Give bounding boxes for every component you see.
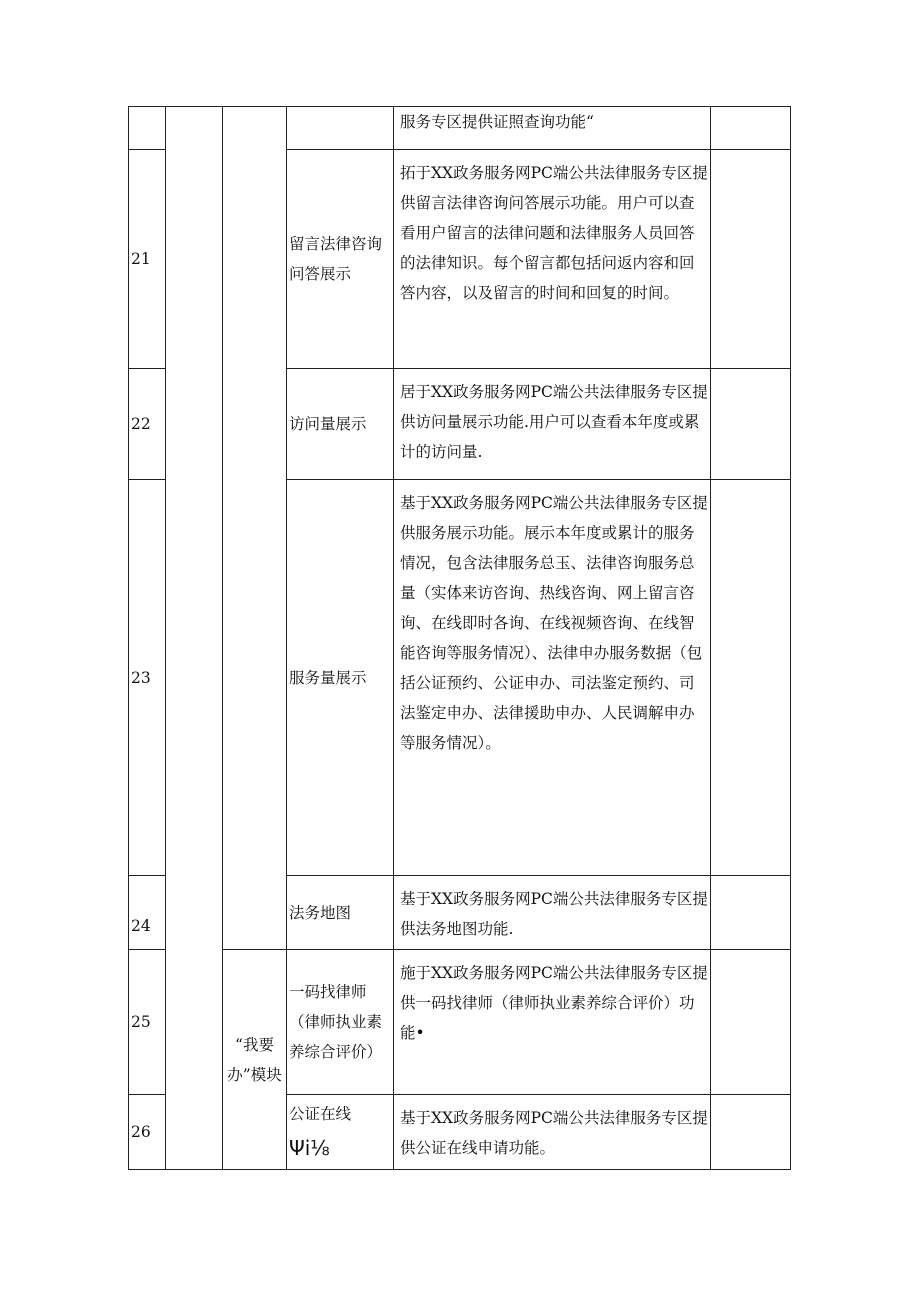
row-number <box>129 107 166 150</box>
table-row <box>129 107 791 150</box>
remark-cell <box>711 150 791 369</box>
feature-name <box>287 107 394 150</box>
remark-cell <box>711 950 791 1095</box>
module-cell-upper <box>223 107 287 950</box>
feature-name: 一码找律师（律师执业素养综合评价） <box>287 950 394 1095</box>
feature-description: 基于XX政务服务网PC端公共法律服务专区提供服务展示功能。展示本年度或累计的服务情况，包含法律服务总玉、法律咨询服务总量（实体来访咨询、热线咨询、网上留言咨询、在线即时各询、在线视频咨询、在线智能咨询等服务情况）、法律申办服务数据（包括公证预约、公证申办、司法鉴定预约、司法鉴定申办、法律援助申办、人民调解申办等服务情况）。 <box>394 480 711 876</box>
category-column <box>166 107 223 1170</box>
remark-cell <box>711 1095 791 1170</box>
feature-name-extra: Ψi⅛ <box>289 1136 330 1160</box>
feature-description: 基于XX政务服务网PC端公共法律服务专区提供法务地图功能. <box>394 876 711 950</box>
feature-name-cell <box>287 1095 394 1170</box>
feature-name: 法务地图 <box>287 876 394 950</box>
feature-description: 基于XX政务服务网PC端公共法律服务专区提供公证在线申请功能。 <box>394 1095 711 1170</box>
remark-cell <box>711 480 791 876</box>
module-label: “我要办”模块 <box>223 950 287 1170</box>
row-number: 25 <box>129 950 166 1095</box>
remark-cell <box>711 107 791 150</box>
feature-description: 施于XX政务服务网PC端公共法律服务专区提供一码找律师（律师执业素养综合评价）功能• <box>394 950 711 1095</box>
table-row <box>129 950 791 1095</box>
remark-cell <box>711 876 791 950</box>
feature-description: 居于XX政务服务网PC端公共法律服务专区提供访问量展示功能.用户可以查看本年度或累计的访问量. <box>394 369 711 480</box>
feature-description: 服务专区提供证照查询功能“ <box>394 107 711 150</box>
row-number: 24 <box>129 876 166 950</box>
feature-name: 服务量展示 <box>287 480 394 876</box>
feature-name: 公证在线 <box>289 1105 352 1123</box>
row-number: 22 <box>129 369 166 480</box>
feature-table <box>128 106 791 1170</box>
row-number: 23 <box>129 480 166 876</box>
remark-cell <box>711 369 791 480</box>
row-number: 21 <box>129 150 166 369</box>
feature-name: 访问量展示 <box>287 369 394 480</box>
feature-name: 留言法律咨询问答展示 <box>287 150 394 369</box>
feature-description: 拓于XX政务服务网PC端公共法律服务专区提供留言法律咨询问答展示功能。用户可以查看用户留言的法律问题和法律服务人员回答的法律知识。每个留言都包括问返内容和回答内容，以及留言的时间和回复的时间。 <box>394 150 711 369</box>
row-number: 26 <box>129 1095 166 1170</box>
